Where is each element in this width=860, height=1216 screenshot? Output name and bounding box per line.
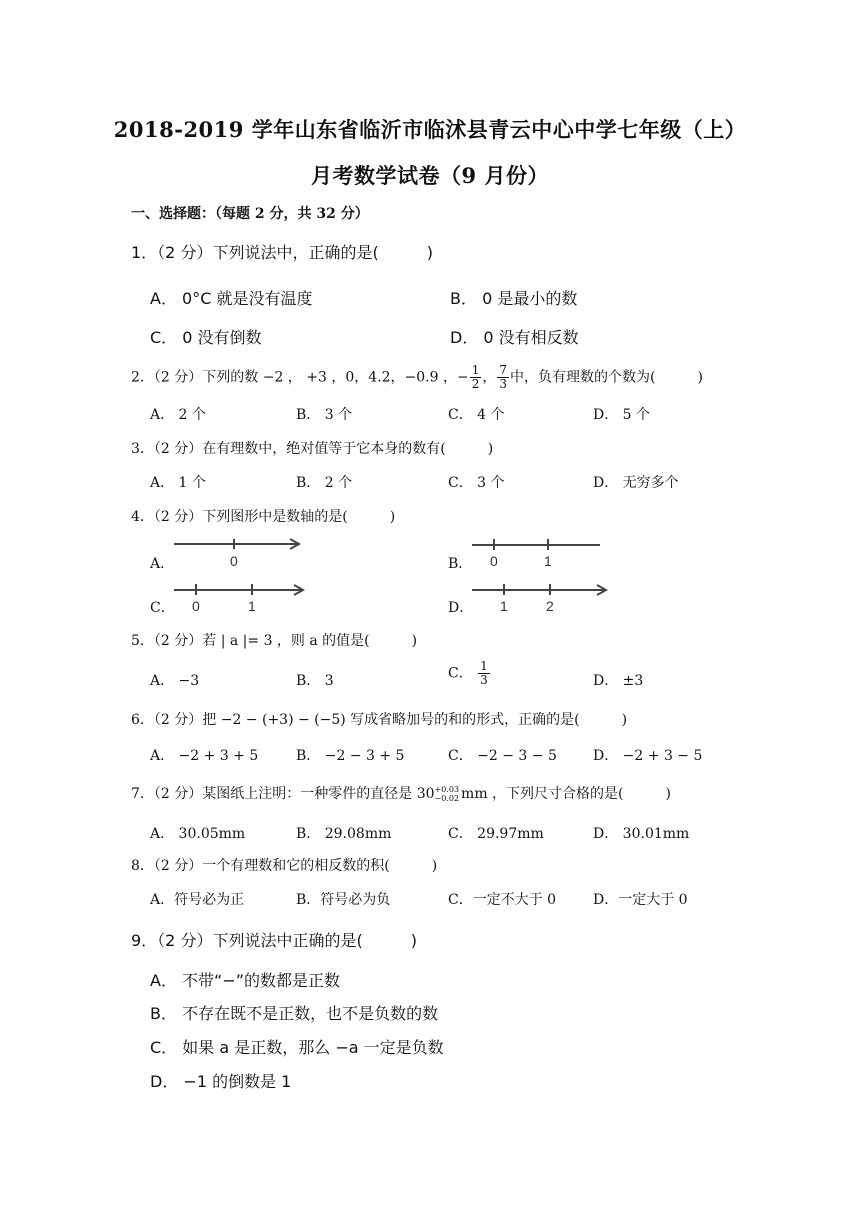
q4-axis-d <box>470 580 610 614</box>
question-7-stem <box>131 783 671 803</box>
q8-option-a: A．符号必为正 <box>150 892 245 908</box>
question-4-stem: 4．（2 分）下列图形中是数轴的是( ) <box>131 509 396 525</box>
q6-option-a: A． −2 + 3 + 5 <box>150 748 259 764</box>
q6-option-d: D． −2 + 3 − 5 <box>593 748 703 764</box>
q7-option-a: A． 30.05mm <box>150 826 246 842</box>
q3-option-b: B． 2 个 <box>296 475 353 491</box>
q9-option-a: A． 不带“−”的数都是正数 <box>150 971 341 990</box>
q5-c-denominator: 3 <box>480 673 488 687</box>
q4-option-c: C． <box>150 600 175 616</box>
q7-tolerance <box>435 785 460 803</box>
question-1-stem: 1．（2 分）下列说法中，正确的是( ) <box>131 243 433 262</box>
q8-option-d: D．一定大于 0 <box>593 892 688 908</box>
q3-option-c: C． 3 个 <box>448 475 505 491</box>
question-6-stem: 6．（2 分）把 −2 − (+3) − (−5) 写成省略加号的和的形式，正确的是( ) <box>131 712 628 728</box>
q2-stem-part-a: 2．（2 分）下列的数 −2 ， +3 ，0，4.2，−0.9 ， <box>131 369 457 386</box>
question-5-stem: 5．（2 分）若 | a |= 3 ，则 a 的值是( ) <box>131 633 418 649</box>
q4-option-b: B． <box>448 556 473 572</box>
q8-option-b: B．符号必为负 <box>296 892 391 908</box>
q4-option-a: A． <box>150 556 175 572</box>
q4-axis-a <box>172 536 307 570</box>
q4-axis-a-label-0: 0 <box>230 553 238 569</box>
q4-axis-b-label-1: 1 <box>544 553 552 569</box>
q7-stem-part-a: 7．（2 分）某图纸上注明：一种零件的直径是 30 <box>131 786 435 802</box>
q5-option-c-fraction <box>478 660 490 687</box>
q2-option-c: C． 4 个 <box>448 407 505 423</box>
question-8-stem: 8．（2 分）一个有理数和它的相反数的积( ) <box>131 858 438 874</box>
question-3-stem: 3．（2 分）在有理数中，绝对值等于它本身的数有( ) <box>131 441 494 457</box>
q5-option-d: D． ±3 <box>593 673 644 689</box>
q1-option-c: C． 0 没有倒数 <box>150 328 262 347</box>
q7-option-d: D． 30.01mm <box>593 826 690 842</box>
q2-option-d: D． 5 个 <box>593 407 651 423</box>
question-2-stem: 2．（2 分）下列的数 −2 ， +3 ，0，4.2，−0.9 ，− $\frac{1}{2}$ ， $\frac{7}{3}$ 中，负有理数的个数为( ) <box>131 363 703 391</box>
q7-option-b: B． 29.08mm <box>296 826 392 842</box>
q2-option-a: A． 2 个 <box>150 407 206 423</box>
q5-c-numerator: 1 <box>480 659 488 673</box>
q2-fraction-1 <box>470 364 482 391</box>
q1-option-d: D． 0 没有相反数 <box>450 328 579 347</box>
question-9-stem: 9．（2 分）下列说法中正确的是( ) <box>131 931 417 950</box>
q7-stem-part-b: mm ，下列尺寸合格的是( ) <box>461 786 671 802</box>
q6-option-b: B． −2 − 3 + 5 <box>296 748 405 764</box>
q7-tolerance-upper: +0.03 <box>434 785 460 794</box>
section-heading: 一、选择题：（每题 2 分，共 32 分） <box>131 206 369 222</box>
q2-fraction-2 <box>497 364 509 391</box>
exam-title-line1: 2018-2019 学年山东省临沂市临沭县青云中心中学七年级（上） <box>113 117 747 142</box>
q2-frac2-numerator: 7 <box>499 363 507 377</box>
q5-option-b: B． 3 <box>296 673 334 689</box>
q1-option-a: A． 0°C 就是没有温度 <box>150 289 313 308</box>
q5-option-a: A． −3 <box>150 673 200 689</box>
q4-axis-c-label-1: 1 <box>248 598 256 614</box>
q3-option-d: D． 无穷多个 <box>593 475 679 491</box>
q2-frac2-denominator: 3 <box>499 377 507 391</box>
q4-axis-b-label-0: 0 <box>490 553 498 569</box>
q4-axis-c-label-0: 0 <box>192 598 200 614</box>
q9-option-b: B． 不存在既不是正数，也不是负数的数 <box>150 1004 439 1023</box>
q4-axis-d-label-1: 2 <box>546 598 554 614</box>
q2-option-b: B． 3 个 <box>296 407 353 423</box>
q5-option-c <box>448 660 491 687</box>
q2-stem-part-b: 中，负有理数的个数为( ) <box>509 369 703 386</box>
exam-title-line2: 月考数学试卷（9 月份） <box>311 163 549 188</box>
q4-axis-b <box>470 536 605 570</box>
q6-option-c: C． −2 − 3 − 5 <box>448 748 557 764</box>
q2-frac1-denominator: 2 <box>471 377 480 391</box>
q8-option-c: C．一定不大于 0 <box>448 892 557 908</box>
q5-option-c-label: C． <box>448 665 473 682</box>
q2-frac1-sign: − <box>456 369 469 386</box>
q4-axis-c <box>172 580 312 614</box>
q2-frac1-numerator: 1 <box>471 363 480 377</box>
q9-option-c: C． 如果 a 是正数，那么 −a 一定是负数 <box>150 1038 444 1057</box>
q3-option-a: A． 1 个 <box>150 475 206 491</box>
q7-tolerance-lower: −0.02 <box>434 794 460 803</box>
q4-option-d: D． <box>448 600 474 616</box>
q1-option-b: B． 0 是最小的数 <box>450 289 578 308</box>
q7-option-c: C． 29.97mm <box>448 826 544 842</box>
q4-axis-d-label-0: 1 <box>500 598 508 614</box>
q9-option-d: D． −1 的倒数是 1 <box>150 1072 292 1091</box>
